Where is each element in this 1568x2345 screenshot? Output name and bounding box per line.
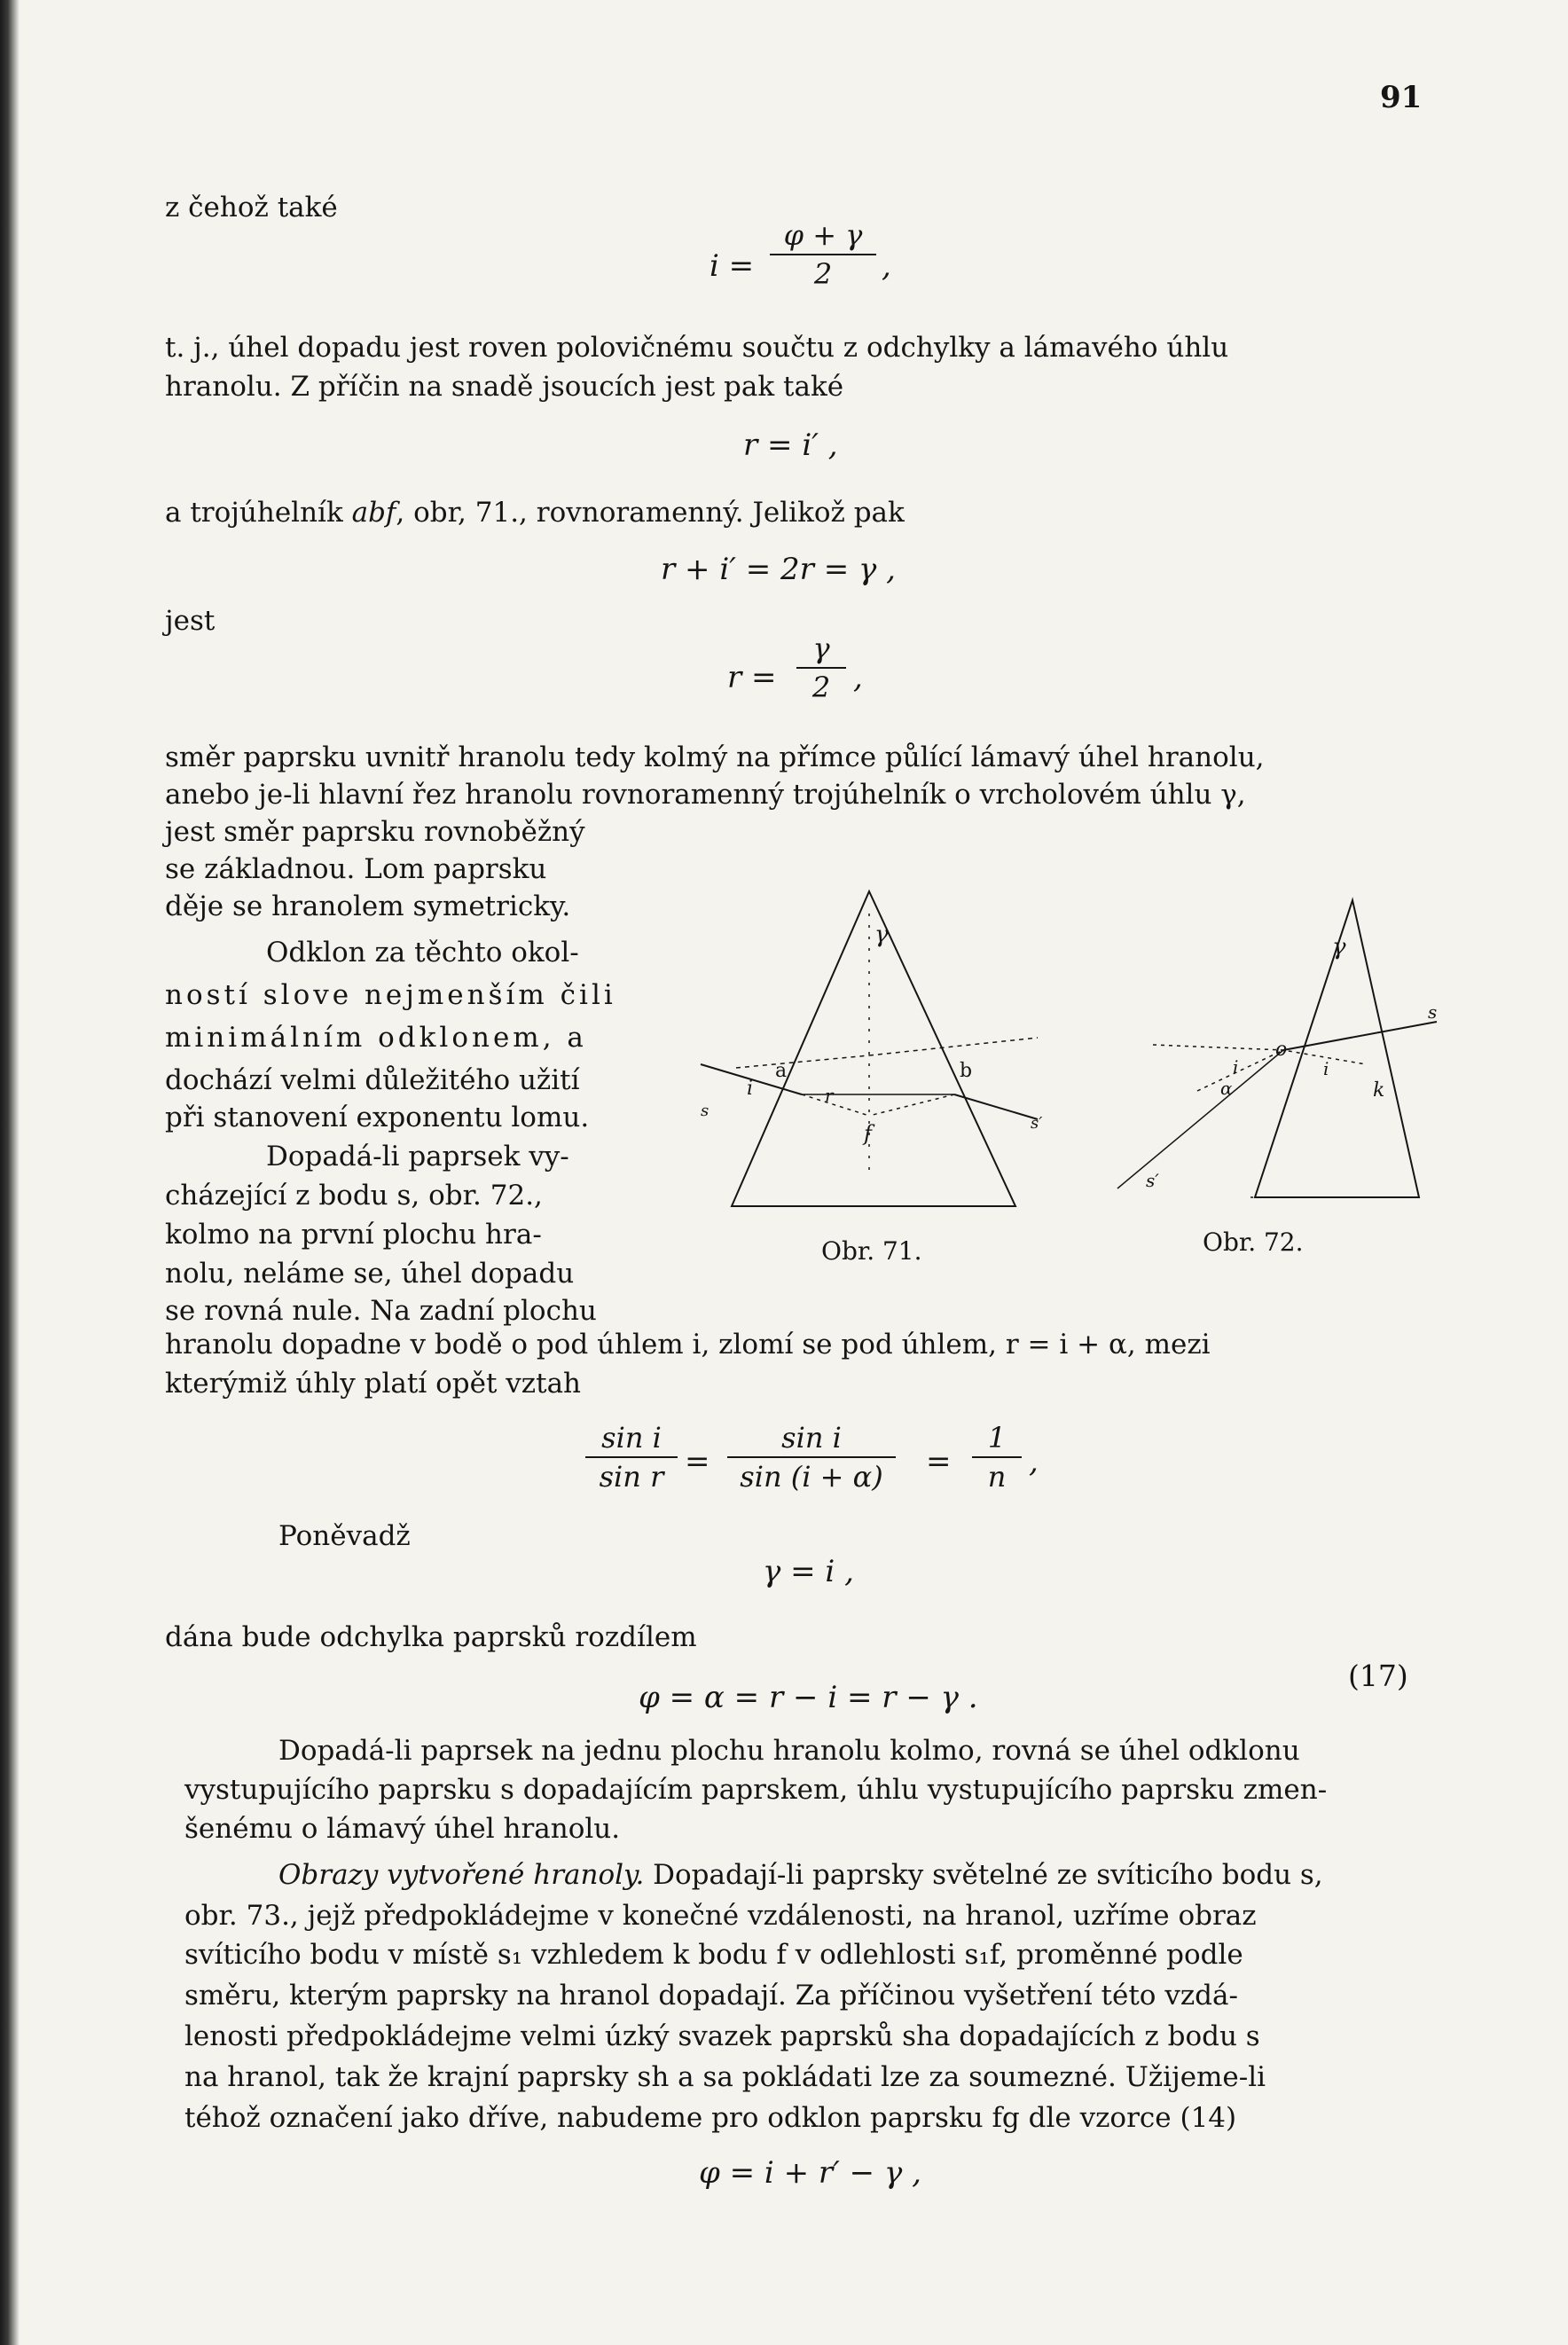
paragraph-line: Dopadá-li paprsek vy-	[266, 1141, 569, 1172]
text-span: Dopadají-li paprsky světelné ze svíticího bodu s,	[644, 1859, 1323, 1891]
sin-fraction-2	[727, 1421, 896, 1494]
emergent-ray	[1283, 1022, 1437, 1050]
figure-72-prism-diagram	[1100, 878, 1472, 1268]
paragraph-line: šenému o lámavý úhel hranolu.	[184, 1813, 621, 1845]
text-span: , obr, 71., rovnoramenný. Jelikož pak	[396, 497, 905, 529]
fig71-label-i: i	[747, 1078, 754, 1100]
paragraph-line: dochází velmi důležitého užití	[165, 1064, 580, 1096]
paragraph-line: ností slove nejmenším čili	[165, 979, 616, 1011]
paragraph-line: kolmo na první plochu hra-	[165, 1219, 542, 1251]
fraction-numerator: sin i	[781, 1421, 842, 1455]
equation-17: φ = α = r − i = r − γ .	[639, 1680, 978, 1715]
fig71-label-s: s	[701, 1102, 710, 1120]
paragraph-line: t. j., úhel dopadu jest roven polovičnému součtu z odchylky a lámavého úhlu	[165, 332, 1229, 364]
paragraph-line: nolu, neláme se, úhel dopadu	[165, 1258, 575, 1290]
fig71-label-gamma: γ	[874, 922, 889, 948]
fig72-label-s: s	[1428, 1001, 1438, 1023]
paragraph-line: obr. 73., jejž předpokládejme v konečné vzdálenosti, na hranol, uzříme obraz	[184, 1900, 1257, 1932]
equation-i-lhs: i =	[710, 248, 755, 284]
normal-to-f-a	[802, 1094, 869, 1116]
equation-number: (17)	[1348, 1659, 1408, 1693]
ponevadz-line: Poněvadž	[278, 1520, 411, 1552]
equation-i-fraction	[770, 218, 876, 291]
paragraph-line: Dopadá-li paprsek na jednu plochu hranolu kolmo, rovná se úhel odklonu	[278, 1735, 1300, 1767]
normal-line	[1153, 1045, 1366, 1064]
text-span-italic: abf	[351, 497, 396, 529]
equation-r-fraction	[796, 631, 846, 704]
paragraph-line: Odklon za těchto okol-	[266, 937, 579, 969]
paragraph-line: minimálním odklonem, a	[165, 1022, 587, 1054]
fig71-caption: Obr. 71.	[821, 1236, 922, 1266]
equals-sign: =	[926, 1444, 952, 1479]
equation-comma: ,	[1029, 1444, 1039, 1479]
fraction-bar	[972, 1456, 1022, 1458]
fraction-bar	[770, 254, 876, 255]
equation-r-comma: ,	[853, 660, 863, 695]
prism-outline	[732, 891, 1015, 1206]
normal-a	[736, 1055, 869, 1068]
fig72-label-i2: i	[1323, 1058, 1329, 1079]
paragraph-line: lenosti předpokládejme velmi úzký svazek paprsků sha dopadajících z bodu s	[184, 2020, 1260, 2052]
fraction-numerator: 1	[987, 1421, 1007, 1455]
fraction-numerator: sin i	[601, 1421, 662, 1455]
fig72-label-alpha: α	[1220, 1078, 1233, 1099]
equation-sum: r + i′ = 2r = γ ,	[661, 552, 896, 587]
incident-ray	[1117, 1050, 1283, 1188]
fig71-label-r: r	[825, 1085, 834, 1106]
paragraph-line: svíticího bodu v místě s₁ vzhledem k bodu f v odlehlosti s₁f, proměnné podle	[184, 1939, 1243, 1971]
equals-sign: =	[685, 1444, 710, 1479]
equation-r-eq-i-prime: r = i′ ,	[743, 427, 838, 463]
paragraph-line: dána bude odchylka paprsků rozdílem	[165, 1621, 697, 1653]
fig71-label-b: b	[960, 1060, 973, 1082]
text-span: a trojúhelník	[165, 497, 352, 529]
page-number: 91	[1380, 80, 1423, 115]
sin-fraction-1	[585, 1421, 678, 1494]
paragraph-line: cházející z bodu s, obr. 72.,	[165, 1180, 543, 1212]
fig71-label-a: a	[775, 1060, 788, 1082]
fig72-label-i: i	[1233, 1056, 1239, 1078]
paragraph-line: kterýmiž úhly platí opět vztah	[165, 1368, 582, 1400]
angle-dash	[1197, 1050, 1283, 1091]
fig72-label-s-prime: s′	[1146, 1170, 1159, 1191]
equation-last: φ = i + r′ − γ ,	[699, 2155, 921, 2191]
paragraph-line: při stanovení exponentu lomu.	[165, 1102, 590, 1133]
paragraph-line: anebo je-li hlavní řez hranolu rovnoramenný trojúhelník o vrcholovém úhlu γ,	[165, 779, 1246, 811]
equation-r-lhs: r =	[727, 660, 777, 695]
paragraph-line: hranolu. Z příčin na snadě jsoucích jest pak také	[165, 371, 844, 403]
equation-gamma-eq-i: γ = i ,	[763, 1554, 854, 1589]
normal-b	[869, 1038, 1038, 1055]
fig72-label-k: k	[1373, 1079, 1385, 1102]
emergent-ray	[954, 1094, 1038, 1119]
paragraph-line: téhož označení jako dříve, nabudeme pro odklon paprsku fg dle vzorce (14)	[184, 2102, 1237, 2134]
fig72-caption: Obr. 72.	[1203, 1227, 1304, 1257]
paragraph-line: směr paprsku uvnitř hranolu tedy kolmý na přímce půlící lámavý úhel hranolu,	[165, 741, 1265, 773]
fig71-label-s-prime: s′	[1031, 1114, 1043, 1133]
fraction-denominator: 2	[813, 257, 833, 291]
paragraph-line: hranolu dopadne v bodě o pod úhlem i, zlomí se pod úhlem, r = i + α, mezi	[165, 1329, 1211, 1361]
fraction-denominator: sin (i + α)	[740, 1460, 883, 1494]
intro-line: z čehož také	[165, 192, 338, 224]
paragraph-line: se základnou. Lom paprsku	[165, 853, 547, 885]
paragraph-line: směru, kterým paprsky na hranol dopadají. Za příčinou vyšetření této vzdá-	[184, 1980, 1238, 2012]
paragraph-line	[165, 495, 905, 530]
fraction-bar	[727, 1456, 896, 1458]
paragraph-line	[278, 1857, 1323, 1893]
fig72-label-gamma: γ	[1332, 934, 1346, 961]
fig71-label-f: f	[864, 1121, 872, 1146]
fraction-denominator: sin r	[599, 1460, 664, 1494]
paragraph-line: děje se hranolem symetricky.	[165, 890, 571, 922]
normal-to-f-b	[869, 1094, 954, 1116]
figure-71-prism-diagram	[683, 878, 1064, 1268]
fraction-denominator: n	[987, 1460, 1007, 1494]
section-title: Obrazy vytvořené hranoly.	[278, 1859, 645, 1891]
paragraph-line: vystupujícího paprsku s dopadajícím paprskem, úhlu vystupujícího paprsku zmen-	[184, 1774, 1328, 1806]
fig72-label-o: o	[1275, 1039, 1288, 1061]
paragraph-line: jest směr paprsku rovnoběžný	[165, 816, 585, 848]
fraction-denominator: 2	[811, 671, 831, 704]
paragraph-line: na hranol, tak že krajní paprsky sh a sa pokládati lze za soumezné. Užijeme-li	[184, 2061, 1266, 2093]
sin-fraction-3	[972, 1421, 1022, 1494]
fraction-bar	[796, 667, 846, 669]
fraction-numerator: γ	[812, 631, 830, 665]
jest-line: jest	[165, 605, 216, 637]
page-binding-edge	[0, 0, 20, 2345]
paragraph-line: se rovná nule. Na zadní plochu	[165, 1295, 597, 1327]
equation-i-comma: ,	[882, 248, 891, 284]
fraction-numerator: φ + γ	[783, 218, 863, 252]
fraction-bar	[585, 1456, 678, 1458]
